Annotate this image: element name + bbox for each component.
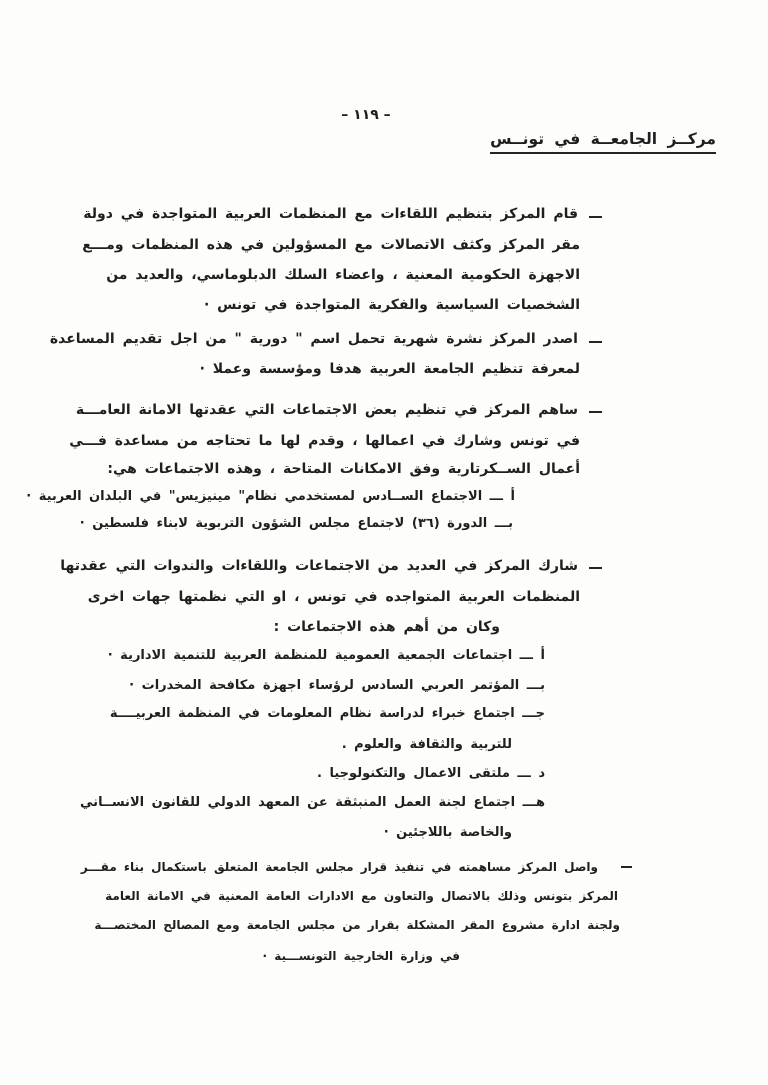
text-line: أ ـــ اجتماعات الجمعية العمومية للمنظمة العربية للتنمية الادارية · — [107, 648, 545, 663]
text-line: مقر المركز وكثف الاتصالات مع المسؤولين في هذه المنظمات ومـــع — [82, 237, 580, 253]
text-line: واصل المركز مساهمته في تنفيذ قرار مجلس الجامعة المتعلق باستكمال بناء مقـــر — [80, 860, 598, 874]
text-line: بـــ الدورة (٣٦) لاجتماع مجلس الشؤون التربوية لابناء فلسطين · — [79, 516, 513, 531]
text-line: قام المركز بتنظيم اللقاءات مع المنظمات العربية المتواجدة في دولة — [83, 206, 578, 222]
text-line: أ ـــ الاجتماع الســادس لمستخدمي نظام" مينيزيس" في البلدان العربية · — [26, 489, 515, 504]
text-line: شارك المركز في العديد من الاجتماعات واللقاءات والندوات التي عقدتها — [60, 558, 578, 574]
bullet-dash — [589, 216, 602, 218]
text-line: وكان من أهم هذه الاجتماعات : — [273, 619, 500, 635]
bullet-dash — [621, 866, 632, 868]
page-number: – ١١٩ – — [341, 107, 391, 123]
text-line: د ـــ ملتقى الاعمال والتكنولوجيا . — [317, 766, 545, 781]
text-line: أعمال الســكرتارية وفق الامكانات المتاحة ، وهذه الاجتماعات هي: — [107, 461, 580, 477]
bullet-dash — [589, 341, 602, 343]
page-title: مركــز الجامعــة في تونــس — [490, 130, 716, 154]
text-line: المنظمات العربية المتواجده في تونس ، او التي نظمتها جهات اخرى — [87, 589, 580, 605]
text-line: المركز بتونس وذلك بالاتصال والتعاون مع الادارات العامة المعنية في الامانة العامة — [105, 889, 618, 903]
text-line: ساهم المركز في تنظيم بعض الاجتماعات التي عقدتها الامانة العامـــة — [75, 402, 578, 418]
text-line: والخاصة باللاجئين · — [383, 825, 512, 840]
text-line: ولجنة ادارة مشروع المقر المشكلة بقرار من مجلس الجامعة ومع المصالح المختصـــة — [94, 918, 620, 932]
text-line: لمعرفة تنظيم الجامعة العربية هدفا ومؤسسة وعملا · — [199, 361, 580, 377]
text-line: في وزارة الخارجية التونســـية · — [262, 949, 460, 963]
text-line: هـــ اجتماع لجنة العمل المنبثقة عن المعهد الدولي للقانون الانســاني — [80, 795, 545, 810]
bullet-dash — [589, 411, 602, 413]
text-line: في تونس وشارك في اعمالها ، وقدم لها ما تحتاجه من مساعدة فـــي — [69, 433, 580, 449]
bullet-dash — [589, 567, 602, 569]
text-line: للتربية والثقافة والعلوم . — [341, 737, 512, 752]
text-line: بـــ المؤتمر العربي السادس لرؤساء اجهزة مكافحة المخدرات · — [129, 678, 545, 693]
text-line: اصدر المركز نشرة شهرية تحمل اسم " دورية " من اجل تقديم المساعدة — [49, 331, 578, 347]
text-line: الشخصيات السياسية والفكرية المتواجدة في تونس · — [203, 297, 580, 313]
text-line: الاجهزة الحكومية المعنية ، واعضاء السلك الدبلوماسي، والعديد من — [106, 267, 580, 283]
text-line: جـــ اجتماع خبراء لدراسة نظام المعلومات في المنظمة العربيــــة — [109, 706, 545, 721]
